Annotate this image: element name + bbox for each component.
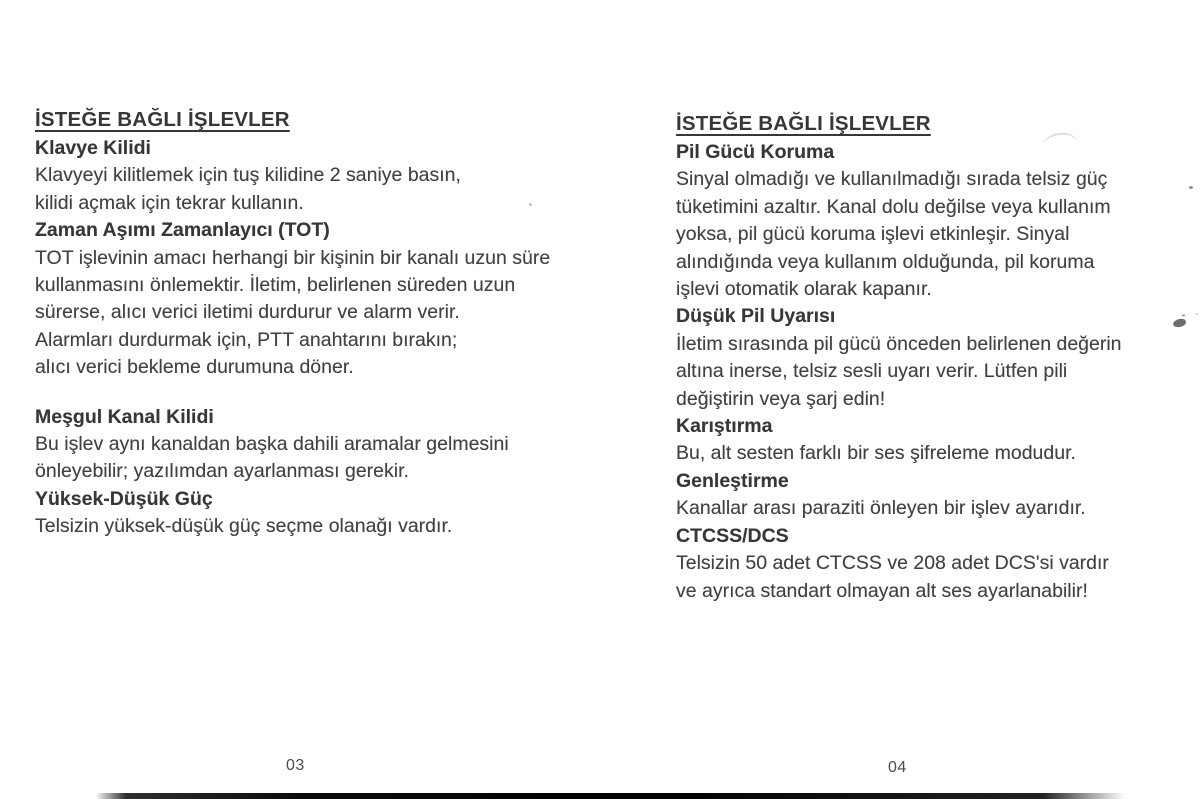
body-text-line: altına inerse, telsiz sesli uyarı verir. Lütfen pili: [676, 360, 1068, 383]
body-text-line: Bu, alt sesten farklı bir ses şifreleme modudur.: [676, 442, 1076, 465]
body-text-line: yoksa, pil gücü koruma işlevi etkinleşir. Sinyal: [676, 223, 1070, 246]
body-text-line: kilidi açmak için tekrar kullanın.: [35, 191, 304, 214]
body-text-line: TOT işlevinin amacı herhangi bir kişinin bir kanalı uzun süre: [35, 246, 551, 269]
page-number-right: 04: [888, 759, 907, 776]
body-text-line: Telsizin yüksek-düşük güç seçme olanağı vardır.: [35, 515, 453, 538]
body-text-line: Kanallar arası paraziti önleyen bir işlev ayarıdır.: [676, 497, 1086, 520]
page-right-body: [676, 139, 1156, 605]
section-heading-right: İSTEĞE BAĞLI İŞLEVLER: [676, 112, 931, 135]
scan-speck: [529, 203, 532, 206]
body-text-line: Klavyeyi kilitlemek için tuş kilidine 2 saniye basın,: [35, 164, 461, 187]
body-text-line: İletim sırasında pil gücü önceden belirlenen değerin: [676, 332, 1122, 355]
page-number-left: 03: [286, 757, 305, 774]
body-text-line: Bu işlev aynı kanaldan başka dahili aramalar gelmesini: [35, 433, 509, 456]
page-left-column: [35, 104, 615, 541]
body-text-line: alıcı verici bekleme durumuna döner.: [35, 356, 354, 379]
scan-speck: [1196, 313, 1198, 315]
subheading: Genleştirme: [676, 469, 789, 492]
body-text-line: ve ayrıca standart olmayan alt ses ayarlanabilir!: [676, 579, 1088, 602]
subheading: Klavye Kilidi: [35, 137, 151, 159]
subheading: Zaman Aşımı Zamanlayıcı (TOT): [35, 219, 330, 242]
body-text-line: değiştirin veya şarj edin!: [676, 387, 886, 410]
section-heading-left: İSTEĞE BAĞLI İŞLEVLER: [35, 108, 290, 131]
body-text-line: kullanmasını önlemektir. İletim, belirlenen süreden uzun: [35, 274, 516, 297]
body-text-line: alındığında veya kullanım olduğunda, pil koruma: [676, 250, 1095, 273]
subheading: Yüksek-Düşük Güç: [35, 487, 213, 510]
subheading: Pil Gücü Koruma: [676, 141, 835, 163]
subheading: CTCSS/DCS: [676, 524, 789, 547]
scan-bottom-edge-shadow: [95, 793, 1125, 799]
page-right-column: [676, 108, 1156, 605]
scan-speck: [1189, 186, 1193, 189]
body-text-line: Telsizin 50 adet CTCSS ve 208 adet DCS'si vardır: [676, 552, 1109, 575]
subheading: Düşük Pil Uyarısı: [676, 305, 836, 328]
subheading: Karıştırma: [676, 415, 773, 438]
paragraph-gap: [35, 382, 615, 404]
body-text-line: Sinyal olmadığı ve kullanılmadığı sırada telsiz güç: [676, 168, 1108, 191]
scan-ink-blob: [1173, 318, 1187, 328]
body-text-line: işlevi otomatik olarak kapanır.: [676, 278, 932, 301]
body-text-line: Alarmları durdurmak için, PTT anahtarını bırakın;: [35, 328, 458, 351]
body-text-line: tüketimini azaltır. Kanal dolu değilse veya kullanım: [676, 195, 1111, 218]
body-text-line: sürerse, alıcı verici iletimi durdurur ve alarm verir.: [35, 301, 460, 324]
page-left-body: [35, 135, 615, 541]
subheading: Meşgul Kanal Kilidi: [35, 405, 214, 428]
body-text-line: önleyebilir; yazılımdan ayarlanması gerekir.: [35, 460, 409, 483]
